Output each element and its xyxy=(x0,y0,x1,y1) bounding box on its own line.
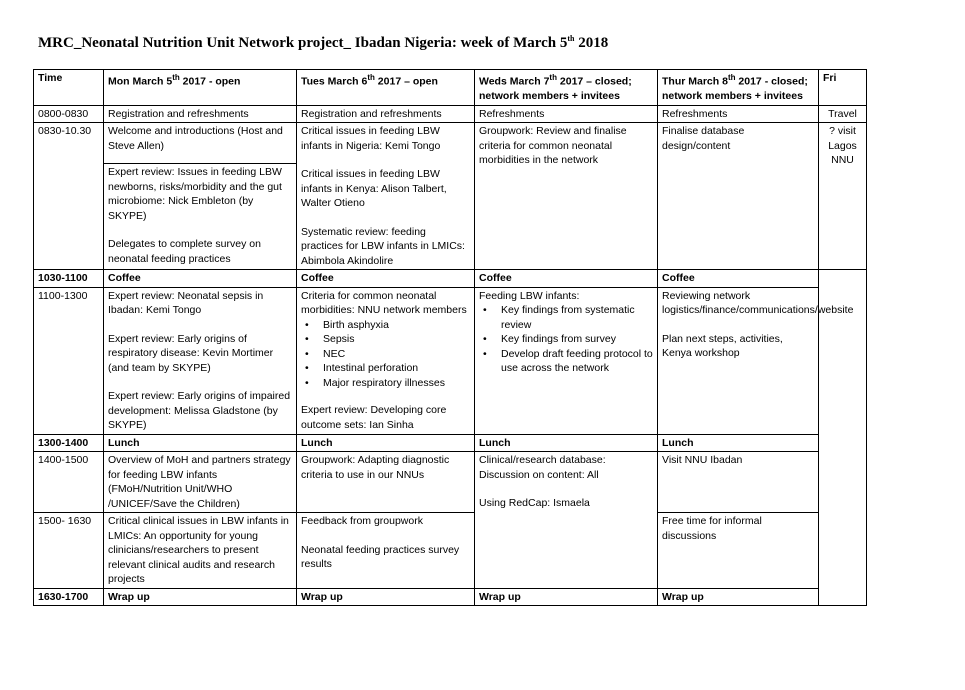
header-tuesday: Tues March 6th 2017 – open xyxy=(297,70,475,106)
session-item: Expert review: Issues in feeding LBW newborns, risks/morbidity and the gut microbiome: Nick Embleton (by SKYPE) xyxy=(108,166,282,222)
tue-cell xyxy=(297,513,475,589)
header-thursday: Thur March 8th 2017 - closed; network members + invitees xyxy=(658,70,819,106)
tue-cell: Registration and refreshments xyxy=(297,105,475,123)
list-item: • Key findings from survey xyxy=(497,332,653,347)
row-0800 xyxy=(34,105,867,123)
list-item: • Birth asphyxia xyxy=(319,318,470,333)
time-cell: 1100-1300 xyxy=(34,287,104,434)
wed-cell: Groupwork: Review and finalise criteria for common neonatal morbidities in the network xyxy=(475,123,658,270)
row-1630 xyxy=(34,588,867,606)
thu-cell: Finalise database design/content xyxy=(658,123,819,270)
thu-cell: Visit NNU Ibadan xyxy=(658,452,819,513)
session-item: Feeding LBW infants: xyxy=(479,289,580,302)
session-item: Feedback from groupwork xyxy=(301,515,423,527)
wed-cell: Coffee xyxy=(475,270,658,288)
fri-cell: ? visit Lagos NNU xyxy=(819,123,867,270)
mon-cell: Registration and refreshments xyxy=(104,105,297,123)
session-item: Expert review: Early origins of impaired development: Melissa Gladstone (by SKYPE) xyxy=(108,390,291,431)
row-1100 xyxy=(34,287,867,434)
schedule-table xyxy=(33,69,867,606)
mon-cell-expert xyxy=(104,164,297,270)
session-item: Expert review: Neonatal sepsis in Ibadan: Kemi Tongo xyxy=(108,289,264,316)
time-cell: 1300-1400 xyxy=(34,434,104,452)
row-0830 xyxy=(34,123,867,164)
time-cell: 1630-1700 xyxy=(34,588,104,606)
list-item: • NEC xyxy=(319,347,470,362)
thu-cell: Coffee xyxy=(658,270,819,288)
fri-cell-empty xyxy=(819,270,867,606)
wed-cell xyxy=(475,287,658,434)
header-friday: Fri xyxy=(819,70,867,106)
header-monday: Mon March 5th 2017 - open xyxy=(104,70,297,106)
time-cell: 1500- 1630 xyxy=(34,513,104,589)
session-item: Critical issues in feeding LBW infants in Nigeria: Kemi Tongo xyxy=(301,125,441,152)
time-cell: 0800-0830 xyxy=(34,105,104,123)
session-item: Delegates to complete survey on neonatal feeding practices xyxy=(108,238,261,265)
session-item: Expert review: Developing core outcome sets: Ian Sinha xyxy=(301,404,447,431)
document-title: MRC_Neonatal Nutrition Unit Network project_ Ibadan Nigeria: week of March 5th 2018 xyxy=(38,34,609,51)
wed-cell: Lunch xyxy=(475,434,658,452)
header-time: Time xyxy=(34,70,104,106)
list-item: • Major respiratory illnesses xyxy=(319,376,470,391)
session-item: Expert review: Early origins of respiratory disease: Kevin Mortimer (and team by SKYPE) xyxy=(108,332,274,374)
time-cell: 1400-1500 xyxy=(34,452,104,513)
session-item: Plan next steps, activities, Kenya workshop xyxy=(662,332,783,359)
thu-cell: Free time for informal discussions xyxy=(658,513,819,589)
wed-cell: Wrap up xyxy=(475,588,658,606)
mon-cell: Critical clinical issues in LBW infants in LMICs: An opportunity for young clinicians/researchers to present relevant clinical audits and research projects xyxy=(104,513,297,589)
wed-cell xyxy=(475,452,658,589)
time-cell: 1030-1100 xyxy=(34,270,104,288)
thu-cell: Lunch xyxy=(658,434,819,452)
list-item: • Intestinal perforation xyxy=(319,361,470,376)
session-item: Reviewing network logistics/finance/communications/website xyxy=(662,289,854,316)
mon-cell xyxy=(104,287,297,434)
mon-cell-welcome: Welcome and introductions (Host and Steve Allen) xyxy=(104,123,297,164)
tue-cell: Wrap up xyxy=(297,588,475,606)
tue-cell: Groupwork: Adapting diagnostic criteria to use in our NNUs xyxy=(297,452,475,513)
tue-cell xyxy=(297,287,475,434)
list-item: • Sepsis xyxy=(319,332,470,347)
thu-cell: Wrap up xyxy=(658,588,819,606)
fri-cell: Travel xyxy=(819,105,867,123)
session-item: Systematic review: feeding practices for LBW infants in LMICs: Abimbola Akindolire xyxy=(301,225,465,267)
feeding-list xyxy=(479,303,653,376)
header-wednesday: Weds March 7th 2017 – closed; network members + invitees xyxy=(475,70,658,106)
time-cell: 0830-10.30 xyxy=(34,123,104,270)
thu-cell xyxy=(658,287,854,434)
mon-cell: Overview of MoH and partners strategy for feeding LBW infants (FMoH/Nutrition Unit/WHO /UNICEF/Save the Children) xyxy=(104,452,297,513)
header-row xyxy=(34,70,867,106)
list-item: • Key findings from systematic review xyxy=(497,303,653,332)
row-1500 xyxy=(34,513,867,589)
wed-cell: Refreshments xyxy=(475,105,658,123)
mon-cell: Lunch xyxy=(104,434,297,452)
tue-cell xyxy=(297,123,475,270)
mon-cell: Wrap up xyxy=(104,588,297,606)
session-item: Critical issues in feeding LBW infants in Kenya: Alison Talbert, Walter Otieno xyxy=(301,168,447,209)
session-item: Clinical/research database: Discussion on content: All xyxy=(479,454,606,481)
session-item: Neonatal feeding practices survey results xyxy=(301,543,460,570)
session-item: Criteria for common neonatal morbidities: NNU network members xyxy=(301,289,467,316)
tue-cell: Lunch xyxy=(297,434,475,452)
session-item: Using RedCap: Ismaela xyxy=(479,497,590,509)
mon-cell: Coffee xyxy=(104,270,297,288)
morbidity-list xyxy=(301,318,470,391)
thu-cell: Refreshments xyxy=(658,105,819,123)
tue-cell: Coffee xyxy=(297,270,475,288)
row-1400 xyxy=(34,452,867,513)
row-1300 xyxy=(34,434,867,452)
list-item: • Develop draft feeding protocol to use across the network xyxy=(497,347,653,376)
row-1030 xyxy=(34,270,867,288)
